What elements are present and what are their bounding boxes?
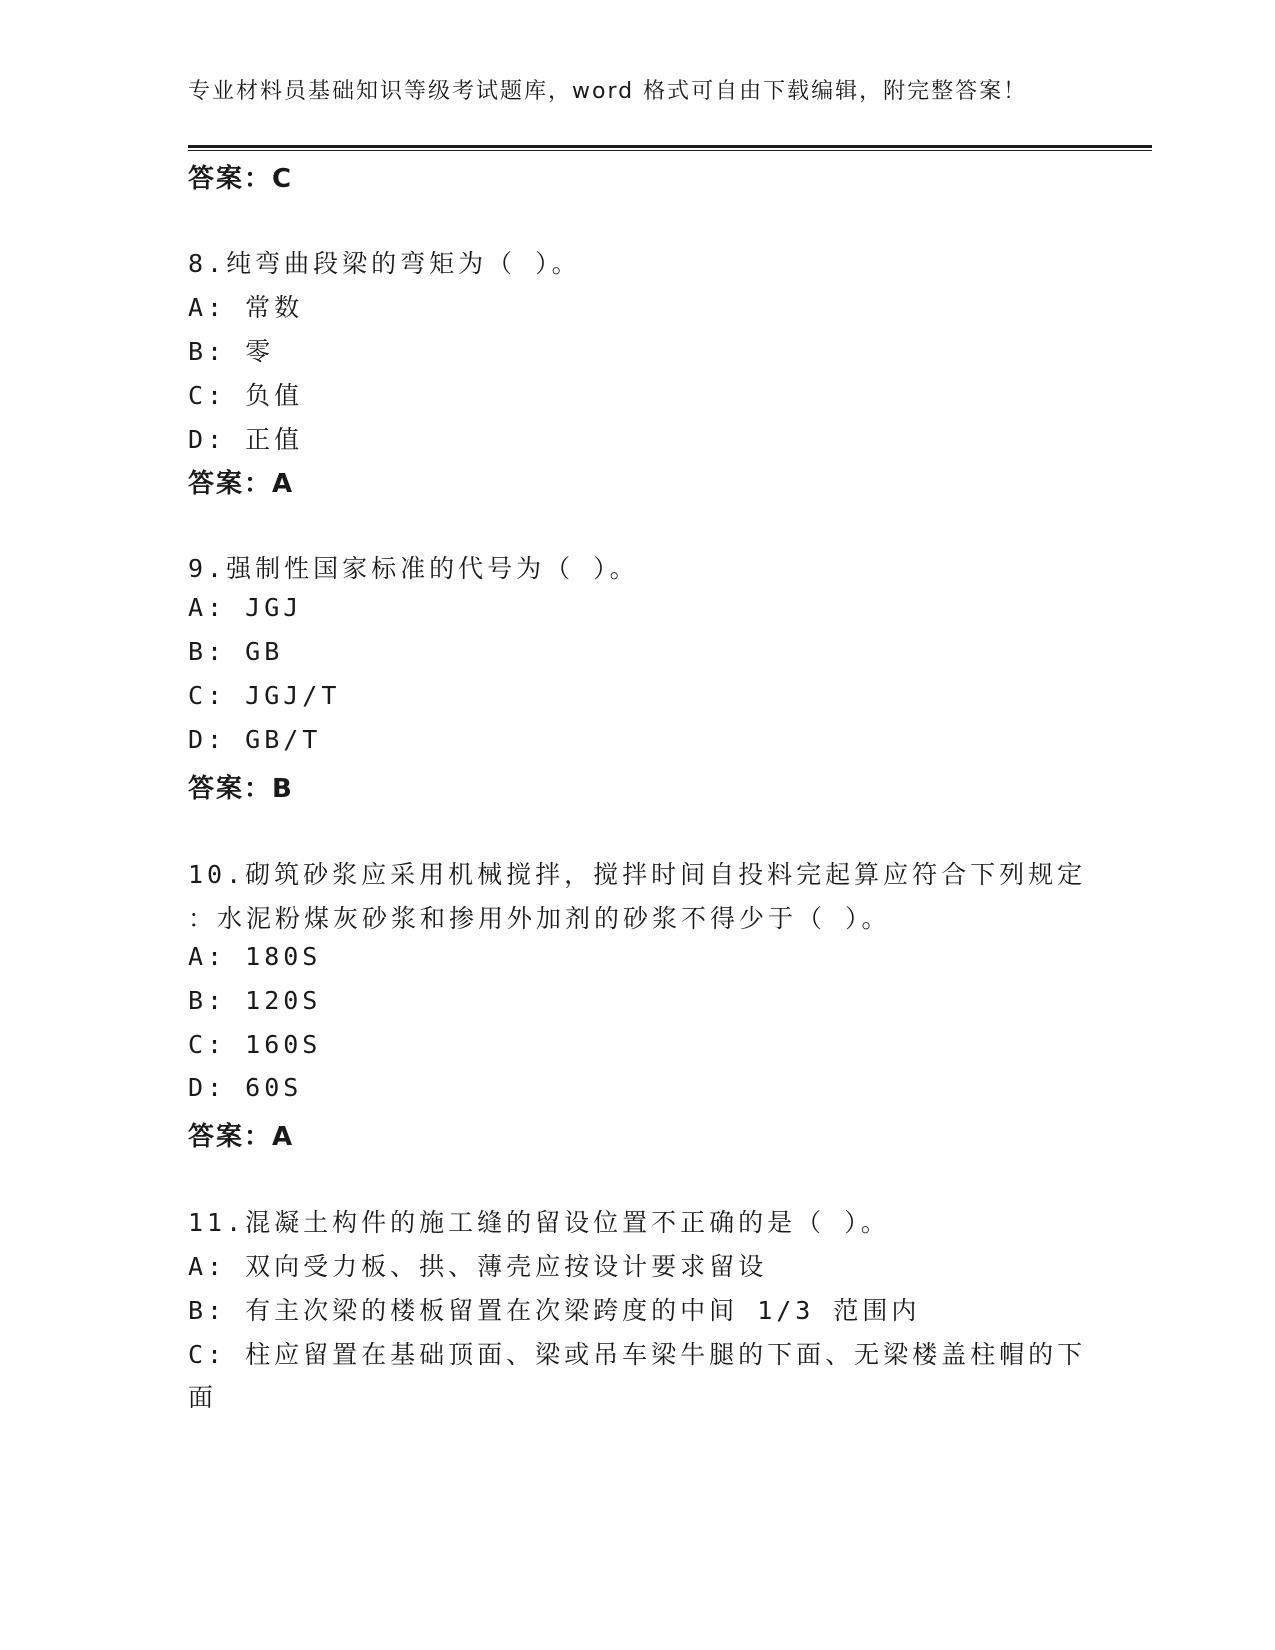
question-10-stem-line-2: ：水泥粉煤灰砂浆和掺用外加剂的砂浆不得少于（ ）。 [188,904,891,933]
question-8-option-c: C: 负值 [188,381,304,410]
question-11-option-c-line-2: 面 [188,1383,218,1412]
question-9-option-a: A: JGJ [188,593,303,622]
question-10-option-c: C: 160S [188,1030,322,1059]
answer-q8: 答案：A [188,469,295,499]
header-divider-thick [188,145,1152,148]
question-8-option-b: B: 零 [188,337,275,366]
answer-q7: 答案：C [188,164,294,194]
answer-q9: 答案：B [188,774,294,804]
question-10-option-d: D: 60S [188,1073,303,1102]
question-9-option-c: C: JGJ/T [188,681,341,710]
question-8-stem: 8.纯弯曲段梁的弯矩为（ ）。 [188,249,581,278]
question-9-stem: 9.强制性国家标准的代号为（ ）。 [188,554,639,583]
question-9-option-b: B: GB [188,637,284,666]
question-9-option-d: D: GB/T [188,725,322,754]
question-11-option-c-line-1: C: 柱应留置在基础顶面、梁或吊车梁牛腿的下面、无梁楼盖柱帽的下 [188,1340,1087,1369]
question-11-option-a: A: 双向受力板、拱、薄壳应按设计要求留设 [188,1252,768,1281]
question-10-stem-line-1: 10.砌筑砂浆应采用机械搅拌，搅拌时间自投料完起算应符合下列规定 [188,860,1087,889]
question-10-option-b: B: 120S [188,986,322,1015]
question-11-stem: 11.混凝土构件的施工缝的留设位置不正确的是（ ）。 [188,1208,890,1237]
question-8-option-d: D: 正值 [188,425,304,454]
page-header: 专业材料员基础知识等级考试题库，word 格式可自由下载编辑，附完整答案！ [188,79,1028,104]
answer-q10: 答案：A [188,1122,295,1152]
question-8-option-a: A: 常数 [188,293,304,322]
question-10-option-a: A: 180S [188,942,322,971]
header-divider-thin [188,150,1152,151]
question-11-option-b: B: 有主次梁的楼板留置在次梁跨度的中间 1/3 范围内 [188,1296,921,1325]
